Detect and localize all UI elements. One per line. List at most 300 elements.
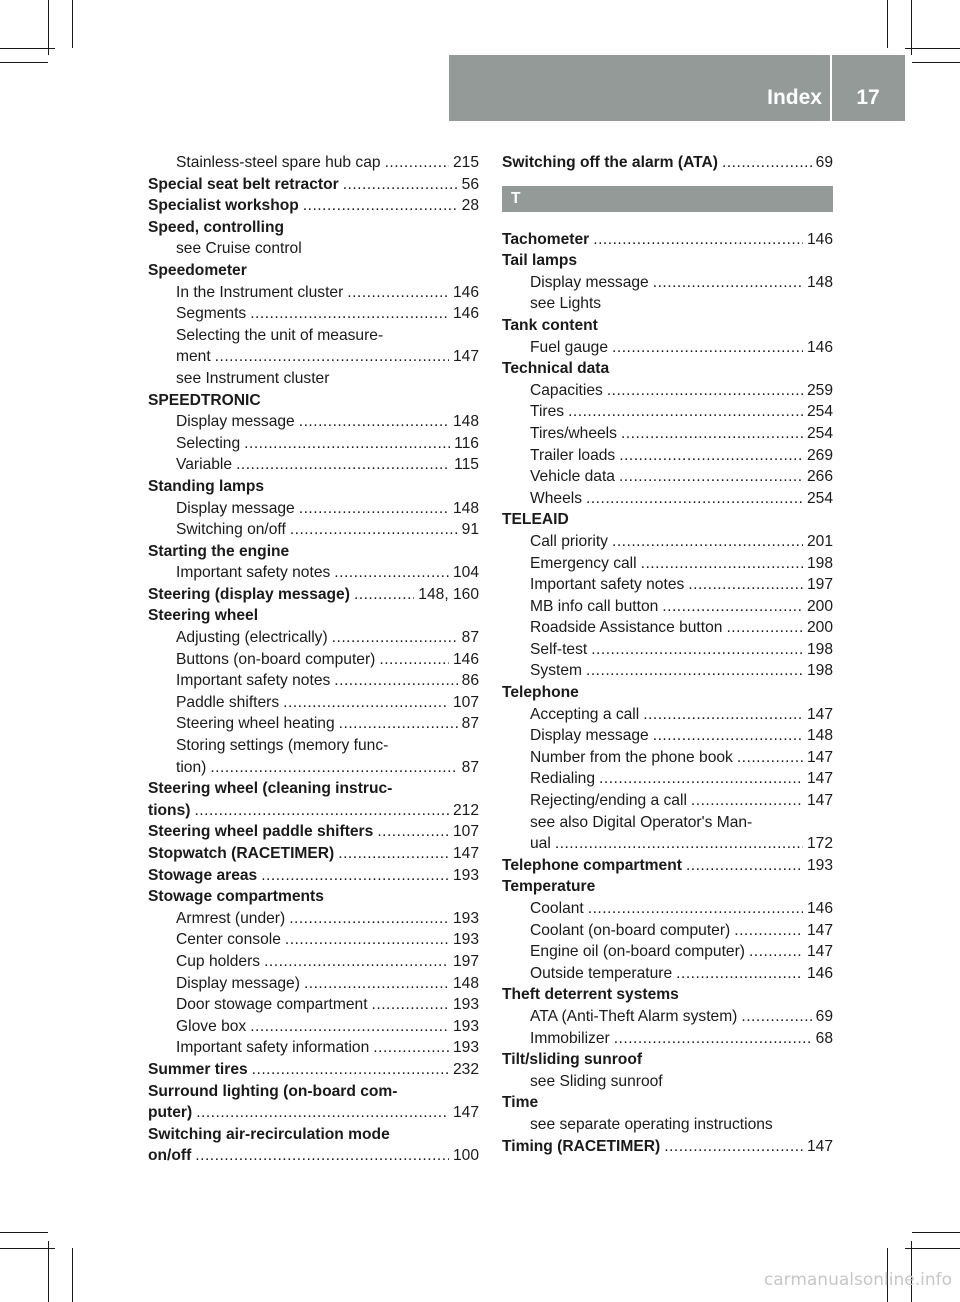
index-term: Display message — [530, 727, 649, 745]
index-subentry[interactable] — [502, 445, 833, 467]
index-subentry[interactable] — [502, 596, 833, 618]
index-term: Vehicle data — [530, 468, 615, 486]
dot-leader — [664, 1136, 803, 1158]
index-entry — [148, 778, 479, 800]
page-reference[interactable]: 147 — [452, 348, 479, 366]
index-subentry[interactable] — [502, 790, 833, 812]
index-term: Redialing — [530, 770, 596, 788]
index-subentry[interactable] — [502, 898, 833, 920]
page-reference[interactable]: 147 — [806, 748, 833, 766]
index-subentry — [148, 368, 479, 390]
index-subentry[interactable] — [502, 1006, 833, 1028]
page-reference[interactable]: 146 — [806, 338, 833, 356]
page-reference[interactable]: 115 — [454, 456, 479, 474]
page-reference[interactable]: 146 — [452, 305, 479, 323]
index-term: Tachometer — [502, 230, 590, 248]
dot-leader — [586, 660, 803, 682]
dot-leader — [264, 951, 449, 973]
page-reference[interactable]: 147 — [452, 845, 479, 862]
index-entry[interactable] — [148, 584, 479, 606]
index-subentry[interactable] — [148, 692, 479, 714]
dot-leader — [614, 1028, 812, 1050]
index-term: Center console — [176, 931, 281, 949]
dot-leader — [250, 303, 449, 325]
dot-leader — [299, 498, 449, 520]
page-reference[interactable]: 148 — [452, 499, 479, 517]
dot-leader — [641, 553, 803, 575]
index-term: Roadside Assistance button — [530, 619, 723, 637]
index-entry — [502, 876, 833, 898]
index-term: Immobilizer — [530, 1029, 610, 1047]
page-reference[interactable]: 198 — [806, 640, 833, 658]
index-subentry[interactable] — [148, 454, 479, 476]
index-subentry[interactable] — [502, 833, 833, 855]
index-term: Temperature — [502, 878, 596, 896]
index-subentry[interactable] — [148, 908, 479, 930]
page-reference[interactable]: 87 — [461, 715, 479, 733]
index-entry — [502, 682, 833, 704]
page-reference[interactable]: 146 — [806, 230, 833, 248]
crop-mark — [912, 62, 960, 63]
crop-mark — [912, 1232, 960, 1233]
index-subentry[interactable] — [502, 660, 833, 682]
dot-leader — [332, 627, 458, 649]
index-entry — [148, 605, 479, 627]
index-term: Rejecting/ending a call — [530, 792, 687, 810]
index-subentry — [502, 812, 833, 834]
index-term: Speedometer — [148, 261, 247, 279]
index-subentry[interactable] — [502, 963, 833, 985]
watermark: carmanualsonline.info — [763, 1270, 952, 1290]
index-term: Adjusting (electrically) — [176, 629, 328, 647]
index-term: Fuel gauge — [530, 338, 609, 356]
index-term: Theft deterrent systems — [502, 986, 679, 1004]
page-reference[interactable]: 147 — [806, 943, 833, 961]
page-reference[interactable]: 69 — [815, 1007, 833, 1025]
index-term: Self-test — [530, 640, 588, 658]
dot-leader — [653, 272, 803, 294]
index-subentry[interactable] — [502, 617, 833, 639]
index-term: Variable — [176, 456, 233, 474]
index-term: Tank content — [502, 316, 598, 334]
index-entry[interactable] — [148, 843, 479, 865]
page-reference[interactable]: 193 — [452, 1017, 479, 1035]
index-term: see Sliding sunroof — [530, 1072, 663, 1090]
page-reference[interactable]: 146 — [806, 900, 833, 917]
index-entry[interactable] — [148, 821, 479, 843]
index-subentry[interactable] — [148, 670, 479, 692]
page-reference[interactable]: 201 — [806, 532, 833, 550]
index-letter-heading: T — [502, 186, 833, 212]
page-reference[interactable]: 56 — [461, 175, 479, 193]
index-term: puter) — [148, 1104, 193, 1122]
dot-leader — [334, 670, 457, 692]
crop-mark — [905, 48, 960, 49]
page-reference[interactable]: 148 — [452, 974, 479, 992]
index-term: Technical data — [502, 360, 610, 378]
page-reference[interactable]: 100 — [452, 1147, 479, 1165]
page-reference[interactable]: 69 — [815, 154, 833, 171]
page-reference[interactable]: 146 — [452, 650, 479, 668]
index-term: Steering wheel heating — [176, 715, 335, 733]
index-term: Paddle shifters — [176, 693, 280, 711]
page-reference[interactable]: 254 — [806, 424, 833, 442]
dot-leader — [591, 639, 803, 661]
index-entry[interactable] — [148, 865, 479, 887]
index-entry — [148, 390, 479, 412]
index-subentry — [502, 1114, 833, 1136]
index-subentry[interactable] — [502, 272, 833, 294]
page-reference[interactable]: 193 — [452, 909, 479, 927]
index-term: Steering wheel paddle shifters — [148, 823, 374, 841]
index-term: tion) — [176, 758, 207, 776]
index-term: Number from the phone book — [530, 748, 733, 766]
dot-leader — [334, 562, 449, 584]
index-term: Selecting the unit of measure- — [176, 326, 384, 344]
index-term: Door stowage compartment — [176, 996, 368, 1014]
page-reference[interactable]: 197 — [452, 952, 479, 970]
index-subentry[interactable] — [148, 498, 479, 520]
index-term: Emergency call — [530, 554, 637, 572]
index-entry — [502, 1092, 833, 1114]
dot-leader — [621, 423, 803, 445]
header-divider — [830, 55, 832, 121]
page-reference[interactable]: 198 — [806, 554, 833, 572]
page-reference[interactable]: 254 — [806, 489, 833, 507]
index-subentry[interactable] — [148, 346, 479, 368]
page-reference[interactable]: 254 — [806, 403, 833, 421]
index-entry[interactable] — [148, 1059, 479, 1081]
dot-leader — [215, 346, 449, 368]
page-reference[interactable]: 259 — [806, 381, 833, 399]
index-subentry[interactable] — [502, 337, 833, 359]
header-bar — [449, 55, 905, 121]
page-reference[interactable]: 146 — [452, 283, 479, 301]
index-entry — [148, 260, 479, 282]
dot-leader — [588, 898, 803, 920]
page-reference[interactable]: 148 — [806, 727, 833, 745]
index-subentry[interactable] — [502, 380, 833, 402]
index-term: Accepting a call — [530, 705, 640, 723]
dot-leader — [347, 282, 449, 304]
index-subentry[interactable] — [148, 649, 479, 671]
page-reference[interactable]: 232 — [452, 1060, 479, 1078]
index-term: see Lights — [530, 295, 602, 313]
page-number: 17 — [856, 86, 880, 109]
dot-leader — [244, 433, 450, 455]
dot-leader — [593, 229, 803, 251]
index-term: Display message — [530, 273, 649, 291]
index-term: Outside temperature — [530, 964, 673, 982]
index-term: TELEAID — [502, 511, 569, 529]
index-term: Coolant (on-board computer) — [530, 921, 731, 939]
index-entry — [502, 509, 833, 531]
dot-leader — [676, 963, 803, 985]
dot-leader — [662, 596, 803, 618]
crop-mark — [911, 0, 912, 55]
index-entry — [148, 541, 479, 563]
index-subentry — [148, 325, 479, 347]
index-entry[interactable] — [502, 1136, 833, 1158]
dot-leader — [737, 747, 803, 769]
dot-leader — [379, 649, 449, 671]
dot-leader — [385, 152, 449, 174]
dot-leader — [612, 531, 803, 553]
index-entry[interactable] — [502, 855, 833, 877]
page-reference[interactable]: 193 — [452, 866, 479, 884]
index-subentry — [502, 293, 833, 315]
dot-leader — [289, 908, 449, 930]
page-reference[interactable]: 68 — [815, 1029, 833, 1047]
index-subentry[interactable] — [502, 466, 833, 488]
index-entry — [148, 217, 479, 239]
dot-leader — [568, 401, 803, 423]
index-term: see Cruise control — [176, 240, 302, 258]
page-reference[interactable]: 148 — [452, 413, 479, 431]
index-term: Timing (RACETIMER) — [502, 1137, 661, 1155]
page-reference[interactable]: 193 — [806, 856, 833, 874]
index-term: MB info call button — [530, 597, 659, 615]
crop-mark — [0, 62, 48, 63]
index-subentry[interactable] — [148, 1016, 479, 1038]
page-reference[interactable]: 197 — [806, 576, 833, 594]
index-term: Standing lamps — [148, 477, 265, 495]
page-reference[interactable]: 146 — [806, 964, 833, 982]
index-subentry[interactable] — [502, 423, 833, 445]
index-column-left — [148, 152, 479, 1167]
index-term: Stowage areas — [148, 866, 258, 884]
index-term: Specialist workshop — [148, 197, 299, 215]
page-reference[interactable]: 87 — [461, 758, 479, 776]
page-reference[interactable]: 86 — [461, 672, 479, 690]
index-entry — [502, 984, 833, 1006]
index-term: Tail lamps — [502, 252, 578, 270]
page-reference[interactable]: 212 — [452, 801, 479, 819]
page-reference[interactable]: 116 — [454, 434, 479, 452]
page-reference[interactable]: 147 — [806, 770, 833, 788]
index-term: Important safety information — [176, 1039, 370, 1057]
page-reference[interactable]: 200 — [806, 597, 833, 615]
index-subentry[interactable] — [502, 639, 833, 661]
index-term: Steering (display message) — [148, 585, 350, 603]
dot-leader — [299, 411, 449, 433]
index-subentry[interactable] — [148, 433, 479, 455]
index-subentry[interactable] — [502, 401, 833, 423]
page-reference[interactable]: 193 — [452, 931, 479, 949]
index-entry — [148, 1124, 479, 1146]
index-subentry[interactable] — [148, 973, 479, 995]
index-subentry[interactable] — [148, 929, 479, 951]
index-term: Switching off the alarm (ATA) — [502, 154, 718, 171]
dot-leader — [643, 704, 803, 726]
index-term: System — [530, 662, 582, 680]
index-term: Display message) — [176, 974, 300, 992]
dot-leader — [303, 195, 458, 217]
dot-leader — [252, 1059, 449, 1081]
index-term: Time — [502, 1094, 539, 1112]
page-reference[interactable]: 147 — [806, 1137, 833, 1155]
dot-leader — [343, 174, 458, 196]
index-term: see separate operating instructions — [530, 1115, 773, 1133]
crop-mark — [905, 1248, 960, 1249]
section-title: Index — [767, 86, 822, 109]
page-reference[interactable]: 215 — [452, 154, 479, 171]
index-term: Segments — [176, 305, 247, 323]
page-reference[interactable]: 147 — [452, 1104, 479, 1122]
index-subentry[interactable] — [502, 574, 833, 596]
index-term: ual — [530, 835, 551, 853]
page-reference[interactable]: 172 — [806, 835, 833, 853]
dot-leader — [261, 865, 449, 887]
index-entry — [502, 250, 833, 272]
index-term: Buttons (on-board computer) — [176, 650, 376, 668]
index-entry — [148, 476, 479, 498]
index-term: Steering wheel — [148, 607, 259, 625]
index-entry[interactable] — [502, 229, 833, 251]
index-term: Telephone — [502, 684, 579, 702]
index-term: Display message — [176, 413, 295, 431]
index-entry — [148, 1081, 479, 1103]
dot-leader — [688, 574, 803, 596]
page-reference[interactable]: 147 — [806, 792, 833, 810]
dot-leader — [372, 994, 449, 1016]
index-term: Summer tires — [148, 1060, 248, 1078]
index-term: ATA (Anti-Theft Alarm system) — [530, 1007, 738, 1025]
dot-leader — [250, 1016, 449, 1038]
index-subentry[interactable] — [148, 152, 479, 174]
dot-leader — [377, 821, 449, 843]
index-subentry[interactable] — [502, 768, 833, 790]
index-subentry[interactable] — [148, 1037, 479, 1059]
dot-leader — [196, 1102, 449, 1124]
index-subentry[interactable] — [148, 562, 479, 584]
index-term: Surround lighting (on-board com- — [148, 1082, 398, 1100]
index-subentry[interactable] — [148, 994, 479, 1016]
index-entry[interactable] — [502, 152, 833, 174]
crop-mark — [0, 1232, 48, 1233]
index-entry[interactable] — [148, 800, 479, 822]
index-subentry[interactable] — [148, 627, 479, 649]
page-reference[interactable]: 193 — [452, 1039, 479, 1057]
page-reference[interactable]: 200 — [806, 619, 833, 637]
index-term: on/off — [148, 1147, 192, 1165]
dot-leader — [283, 692, 449, 714]
index-subentry[interactable] — [502, 704, 833, 726]
index-term: Switching on/off — [176, 521, 286, 539]
index-term: Stopwatch (RACETIMER) — [148, 845, 335, 862]
index-subentry — [502, 1071, 833, 1093]
index-subentry[interactable] — [502, 531, 833, 553]
index-subentry[interactable] — [502, 553, 833, 575]
index-entry[interactable] — [148, 1145, 479, 1167]
dot-leader — [749, 941, 803, 963]
page-reference[interactable]: 269 — [806, 446, 833, 464]
index-term: Tilt/sliding sunroof — [502, 1051, 643, 1069]
index-subentry — [148, 735, 479, 757]
dot-leader — [619, 466, 803, 488]
index-term: Steering wheel (cleaning instruc- — [148, 780, 393, 798]
dot-leader — [741, 1006, 811, 1028]
index-term: Tires — [530, 403, 565, 421]
index-term: tions) — [148, 801, 191, 819]
page-reference[interactable]: 266 — [806, 468, 833, 486]
index-subentry[interactable] — [148, 951, 479, 973]
index-subentry[interactable] — [148, 303, 479, 325]
index-subentry[interactable] — [148, 757, 479, 779]
page-reference[interactable]: 198 — [806, 662, 833, 680]
index-term: Tires/wheels — [530, 424, 617, 442]
index-subentry[interactable] — [502, 941, 833, 963]
index-term: see Instrument cluster — [176, 369, 330, 387]
page-reference[interactable]: 104 — [452, 564, 479, 582]
page-reference[interactable]: 87 — [461, 629, 479, 647]
index-term: In the Instrument cluster — [176, 283, 344, 301]
index-term: Switching air-recirculation mode — [148, 1125, 390, 1143]
index-term: Telephone compartment — [502, 856, 682, 874]
index-subentry[interactable] — [502, 920, 833, 942]
page-reference[interactable]: 28 — [461, 197, 479, 215]
page-reference[interactable]: 193 — [452, 996, 479, 1014]
dot-leader — [304, 973, 449, 995]
index-column-right — [502, 152, 833, 1157]
dot-leader — [722, 152, 812, 174]
page-reference[interactable]: 91 — [461, 521, 479, 539]
page-reference[interactable]: 107 — [452, 693, 479, 711]
dot-leader — [607, 380, 803, 402]
dot-leader — [653, 725, 803, 747]
dot-leader — [373, 1037, 449, 1059]
dot-leader — [586, 488, 803, 510]
index-entry[interactable] — [148, 1102, 479, 1124]
dot-leader — [599, 768, 803, 790]
crop-mark — [887, 0, 888, 48]
index-term: Glove box — [176, 1017, 247, 1035]
index-subentry[interactable] — [148, 411, 479, 433]
page-reference[interactable]: 148, 160 — [418, 585, 479, 603]
index-subentry[interactable] — [502, 725, 833, 747]
index-subentry[interactable] — [502, 1028, 833, 1050]
index-subentry[interactable] — [502, 488, 833, 510]
dot-leader — [619, 445, 803, 467]
index-term: Wheels — [530, 489, 582, 507]
dot-leader — [210, 757, 457, 779]
page-reference[interactable]: 148 — [806, 273, 833, 291]
page-reference[interactable]: 147 — [806, 921, 833, 939]
dot-leader — [339, 713, 458, 735]
index-term: SPEEDTRONIC — [148, 391, 261, 409]
dot-leader — [612, 337, 803, 359]
page-reference[interactable]: 147 — [806, 705, 833, 723]
dot-leader — [236, 454, 450, 476]
page-reference[interactable]: 107 — [452, 823, 479, 841]
crop-mark — [0, 48, 55, 49]
index-term: Capacities — [530, 381, 603, 399]
index-entry — [502, 1049, 833, 1071]
index-subentry[interactable] — [502, 747, 833, 769]
dot-leader — [285, 929, 449, 951]
dot-leader — [726, 617, 803, 639]
index-term: Important safety notes — [176, 672, 331, 690]
index-entry[interactable] — [148, 174, 479, 196]
index-subentry[interactable] — [148, 282, 479, 304]
index-subentry[interactable] — [148, 713, 479, 735]
dot-leader — [354, 584, 414, 606]
index-entry — [502, 315, 833, 337]
crop-mark — [48, 1241, 49, 1302]
index-term: Coolant — [530, 900, 584, 917]
index-subentry[interactable] — [148, 519, 479, 541]
index-entry[interactable] — [148, 195, 479, 217]
